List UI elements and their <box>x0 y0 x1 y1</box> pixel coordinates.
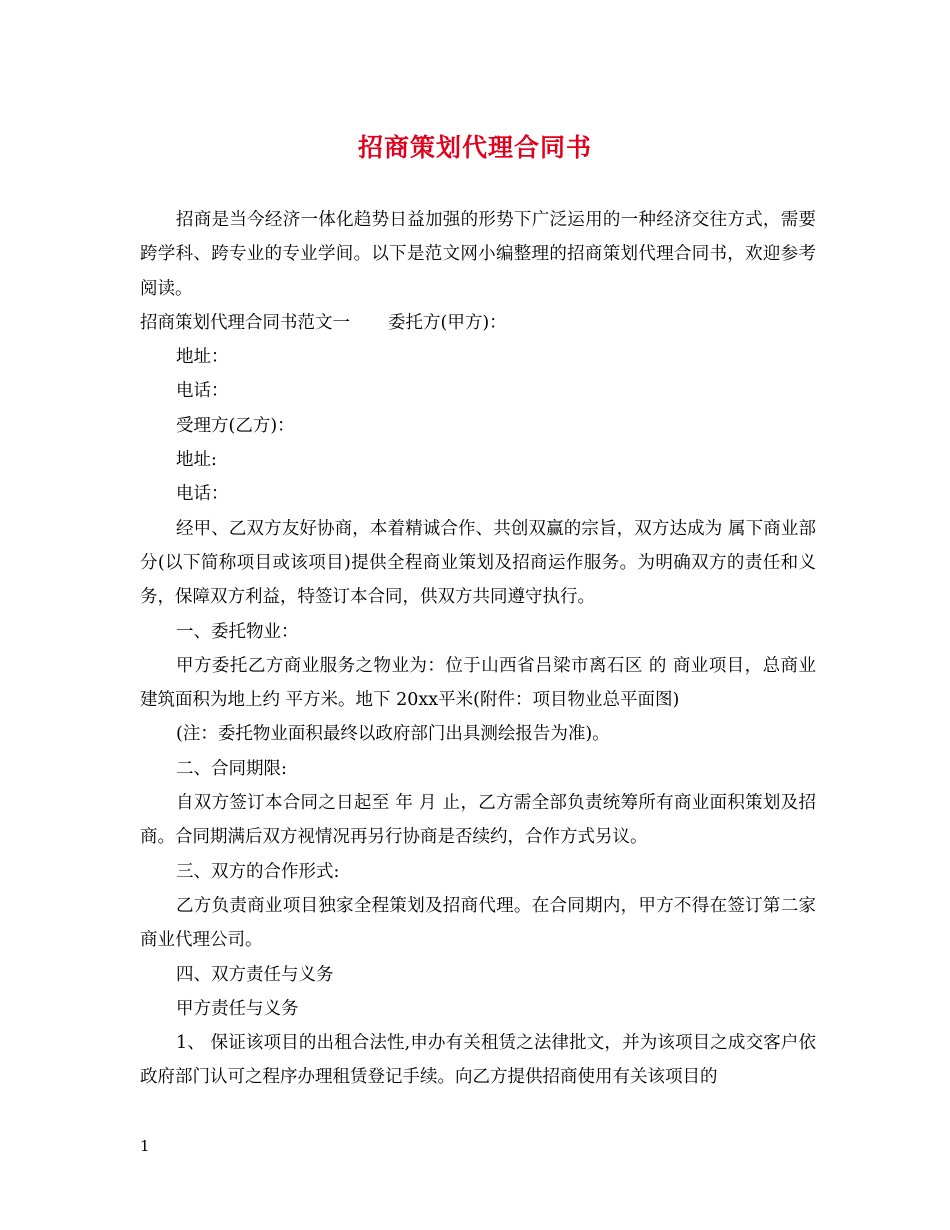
section-1-body: 甲方委托乙方商业服务之物业为：位于山西省吕梁市离石区 的 商业项目，总商业建筑面积为地上约 平方米。地下 20xx平米(附件：项目物业总平面图) <box>140 655 816 711</box>
party-b-label: 受理方(乙方)： <box>176 415 295 436</box>
section-2-heading: 二、合同期限: <box>176 758 287 779</box>
party-a-address: 地址： <box>176 347 229 368</box>
party-a-label: 委托方(甲方)： <box>388 312 507 333</box>
sample-heading: 招商策划代理合同书范文一 <box>140 312 350 333</box>
section-4-heading: 四、双方责任与义务 <box>176 964 334 985</box>
document-body <box>140 203 816 1095</box>
page-number: 1 <box>140 1137 150 1155</box>
intro-paragraph: 招商是当今经济一体化趋势日益加强的形势下广泛运用的一种经济交往方式，需要跨学科、跨专业的专业学间。以下是范文网小编整理的招商策划代理合同书，欢迎参考阅读。 <box>140 210 816 299</box>
section-3-body: 乙方负责商业项目独家全程策划及招商代理。在合同期内，甲方不得在签订第二家商业代理公司。 <box>140 895 816 951</box>
party-b-phone: 电话： <box>176 484 229 505</box>
party-a-phone: 电话： <box>176 381 229 402</box>
duty-1-paragraph: 1、 保证该项目的出租合法性,申办有关租赁之法律批文，并为该项目之成交客户依政府部门认可之程序办理租赁登记手续。向乙方提供招商使用有关该项目的 <box>140 1033 816 1088</box>
party-a-line <box>140 306 816 340</box>
party-b-address: 地址: <box>176 450 217 471</box>
section-1-note: (注：委托物业面积最终以政府部门出具测绘报告为准)。 <box>176 724 610 745</box>
section-1-heading: 一、委托物业： <box>176 621 299 642</box>
document-title: 招商策划代理合同书 <box>357 133 592 162</box>
section-3-heading: 三、双方的合作形式: <box>176 861 340 882</box>
agreement-paragraph: 经甲、乙双方友好协商，本着精诚合作、共创双赢的宗旨，双方达成为 属下商业部分(以下简称项目或该项目)提供全程商业策划及招商运作服务。为明确双方的责任和义务，保障双方利益，特签订本合同，供双方共同遵守执行。 <box>140 518 816 608</box>
party-a-duties-heading: 甲方责任与义务 <box>176 998 299 1019</box>
section-2-body: 自双方签订本合同之日起至 年 月 止，乙方需全部负责统筹所有商业面积策划及招商。合同期满后双方视情况再另行协商是否续约，合作方式另议。 <box>140 793 816 848</box>
